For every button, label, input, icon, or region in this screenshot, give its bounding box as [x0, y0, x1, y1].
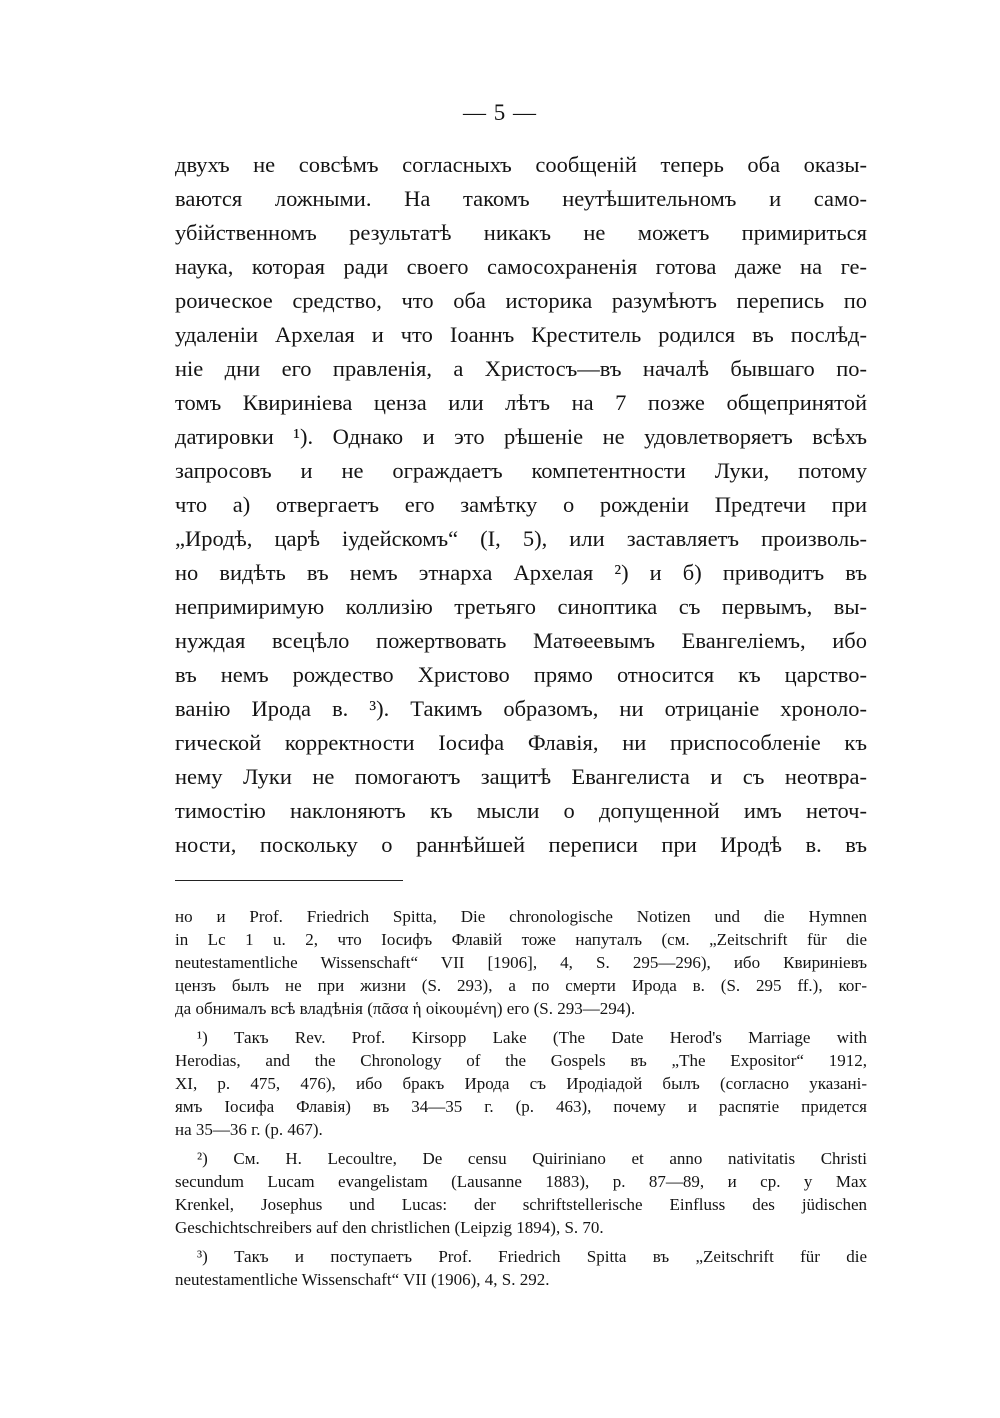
- footnote-line: secundum Lucam evangelistam (Lausanne 1883), p. 87—89, и ср. у Max: [175, 1172, 867, 1191]
- footnote-line: на 35—36 г. (р. 467).: [175, 1120, 323, 1139]
- footnote-line: ²) См. H. Lecoultre, De censu Quiriniano et anno nativitatis Christi: [197, 1149, 867, 1168]
- footnote-3: [175, 1245, 867, 1291]
- footnote-line: ¹) Такъ Rev. Prof. Kirsopp Lake (The Date Herod's Marriage with: [197, 1028, 867, 1047]
- text-line: роическое средство, что оба историка разумѣютъ перепись по: [175, 288, 867, 313]
- footnote-continued: [175, 905, 867, 1020]
- text-line: ванію Ирода в. ³). Такимъ образомъ, ни отрицаніе хроноло-: [175, 696, 867, 721]
- footnote-line: Krenkel, Josephus und Lucas: der schriftstellerische Einfluss des jüdischen: [175, 1195, 867, 1214]
- text-line: ніе дни его правленія, а Христосъ—въ началѣ бывшаго по-: [175, 356, 867, 381]
- text-line: убійственномъ результатѣ никакъ не можетъ примириться: [175, 220, 867, 245]
- footnote-2: [175, 1147, 867, 1239]
- text-line: запросовъ и не ограждаетъ компетентности Луки, потому: [175, 458, 867, 483]
- text-line: ности, поскольку о раннѣйшей переписи при Иродѣ в. въ: [175, 832, 867, 857]
- text-line: нуждая всецѣло пожертвовать Матѳеевымъ Евангеліемъ, ибо: [175, 628, 867, 653]
- text-line: наука, которая ради своего самосохраненія готова даже на ге-: [175, 254, 867, 279]
- footnote-line: XI, p. 475, 476), ибо бракъ Ирода съ Иродіадой былъ (согласно указані-: [175, 1074, 867, 1093]
- footnote-line: ямъ Іосифа Флавія) въ 34—35 г. (р. 463), почему и распятіе придется: [175, 1097, 867, 1116]
- text-line: удаленіи Архелая и что Іоаннъ Креститель родился въ послѣд-: [175, 322, 867, 347]
- page-number: — 5 —: [463, 100, 537, 125]
- footnote-line: да обнималъ всѣ владѣнія (πᾶσα ἡ οἰκουμένη) его (S. 293—294).: [175, 999, 636, 1018]
- footnote-line: neutestamentliche Wissenschaft“ VII (1906), 4, S. 292.: [175, 1270, 550, 1289]
- text-line: въ немъ рождество Христово прямо относится къ царство-: [175, 662, 867, 687]
- text-line: томъ Квириніева ценза или лѣтъ на 7 позже общепринятой: [175, 390, 867, 415]
- footnote-line: Herodias, and the Chronology of the Gospels въ „The Expositor“ 1912,: [175, 1051, 867, 1070]
- footnote-line: neutestamentliche Wissenschaft“ VII [1906], 4, S. 295—296), ибо Квириніевъ: [175, 953, 867, 972]
- text-line: датировки ¹). Однако и это рѣшеніе не удовлетворяетъ всѣхъ: [175, 424, 867, 449]
- footnote-line: цензъ былъ не при жизни (S. 293), а по смерти Ирода в. (S. 295 ff.), ког-: [175, 976, 867, 995]
- text-line: нему Луки не помогаютъ защитѣ Евангелиста и съ неотвра-: [175, 764, 867, 789]
- footnotes: [175, 905, 867, 1297]
- text-line: гической корректности Іосифа Флавія, ни приспособленіе къ: [175, 730, 867, 755]
- footnote-line: in Lc 1 u. 2, что Іосифъ Флавій тоже напуталъ (см. „Zeitschrift für die: [175, 930, 867, 949]
- footnote-line: но и Prof. Friedrich Spitta, Die chronologische Notizen und die Hymnen: [175, 907, 867, 926]
- text-line: что а) отвергаетъ его замѣтку о рожденіи Предтечи при: [175, 492, 867, 517]
- footnote-line: Geschichtschreibers auf den christlichen (Leipzig 1894), S. 70.: [175, 1218, 604, 1237]
- text-line: двухъ не совсѣмъ согласныхъ сообщеній теперь оба оказы-: [175, 152, 867, 177]
- text-line: но видѣть въ немъ этнарха Архелая ²) и б) приводитъ въ: [175, 560, 867, 585]
- footnote-line: ³) Такъ и поступаетъ Prof. Friedrich Spitta въ „Zeitschrift für die: [197, 1247, 867, 1266]
- text-line: „Иродѣ, царѣ іудейскомъ“ (I, 5), или заставляетъ произволь-: [175, 526, 867, 551]
- footnote-divider: [175, 880, 403, 881]
- text-line: тимостію наклоняютъ къ мысли о допущенной имъ неточ-: [175, 798, 867, 823]
- text-line: ваются ложными. На такомъ неутѣшительномъ и само-: [175, 186, 867, 211]
- text-line: непримиримую коллизію третьяго синоптика съ первымъ, вы-: [175, 594, 867, 619]
- footnote-1: [175, 1026, 867, 1141]
- main-text: [175, 148, 867, 862]
